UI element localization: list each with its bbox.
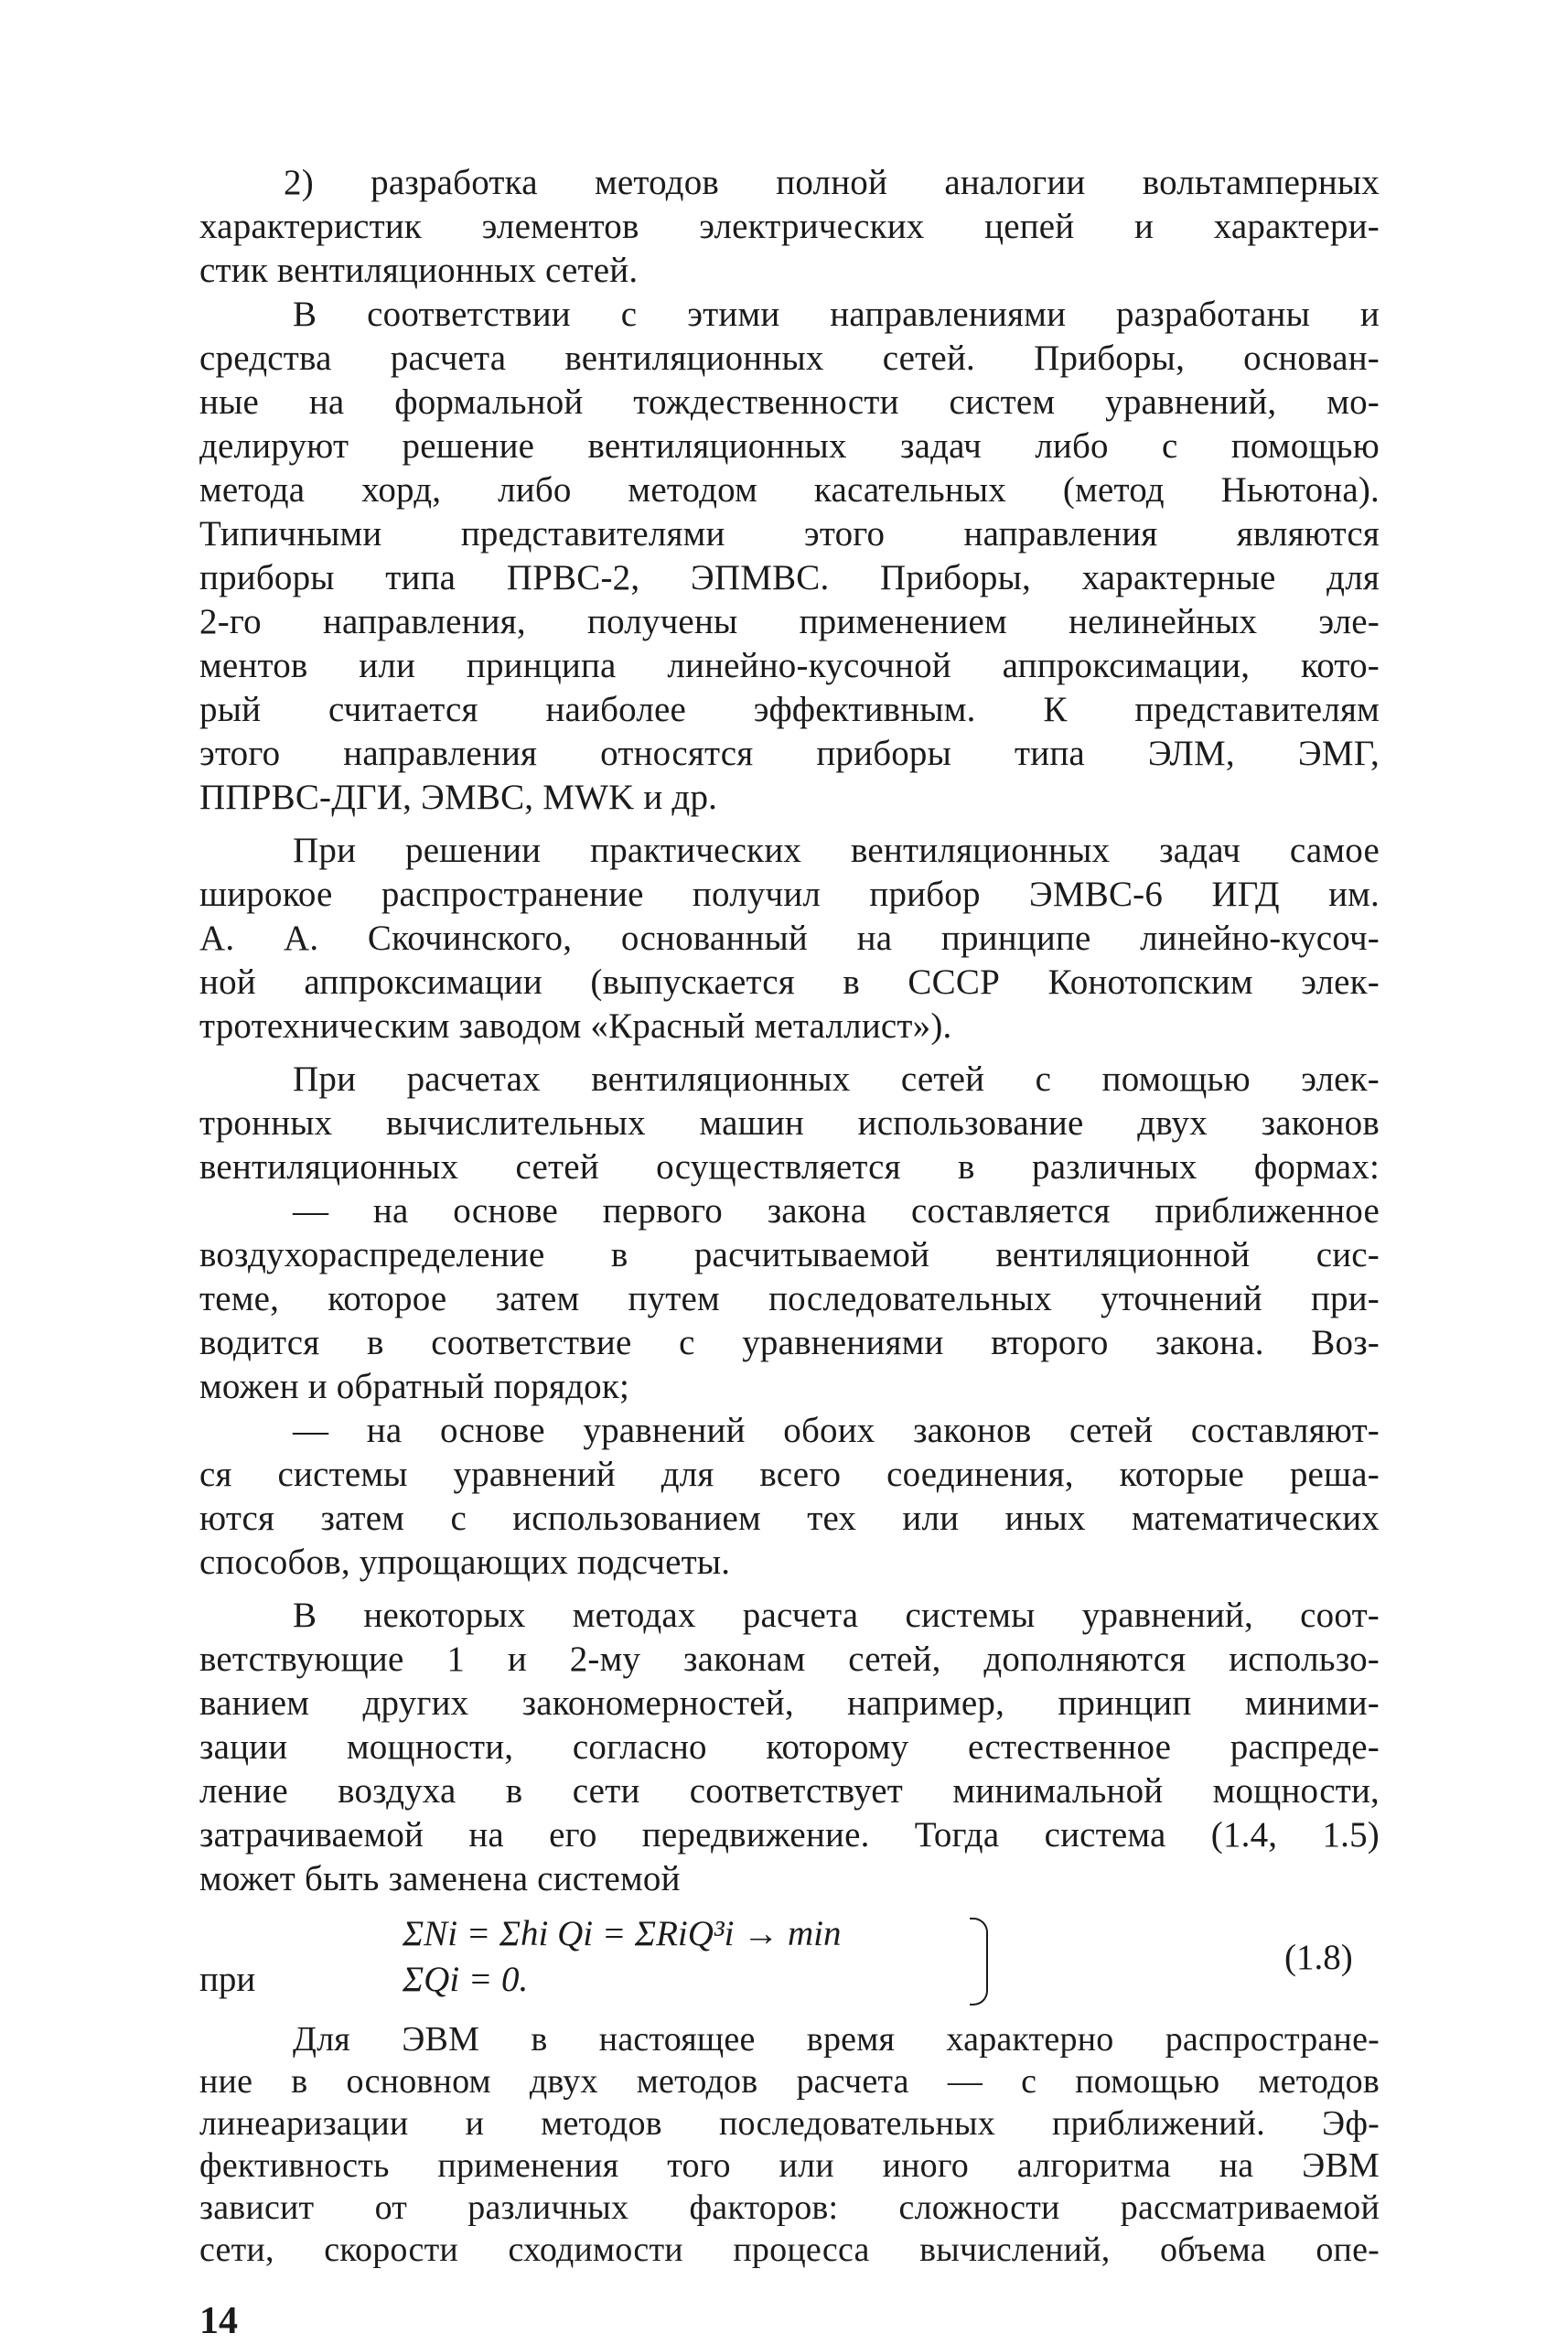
text-line: ются затем с использованием тех или иных математических [199, 1499, 1380, 1538]
text-line: может быть заменена системой [199, 1859, 681, 1898]
text-line: При расчетах вентиляционных сетей с помощью элек- [293, 1059, 1380, 1099]
text-line: Для ЭВМ в настоящее время характерно распростране- [293, 2020, 1380, 2059]
formula-number: (1.8) [1284, 1938, 1353, 1977]
text-line: вентиляционных сетей осуществляется в различных формах: [199, 1147, 1380, 1187]
formula-prefix: при [199, 1960, 256, 1999]
text-line: этого направления относятся приборы типа ЭЛМ, ЭМГ, [199, 734, 1380, 773]
text-line: зации мощности, согласно которому естественное распреде- [199, 1727, 1380, 1767]
text-line: тротехническим заводом «Красный металлист»). [199, 1006, 952, 1046]
text-line: Типичными представителями этого направления являются [199, 514, 1380, 554]
text-line: сети, скорости сходимости процесса вычислений, объема опе- [199, 2231, 1380, 2269]
text-line: затрачиваемой на его передвижение. Тогда система (1.4, 1.5) [199, 1815, 1380, 1855]
text-line: теме, которое затем путем последовательных уточнений при- [199, 1279, 1380, 1318]
text-line: метода хорд, либо методом касательных (метод Ньютона). [199, 470, 1380, 510]
formula-line-2: ΣQi = 0. [403, 1960, 529, 1999]
text-line: В соответствии с этими направлениями разработаны и [293, 295, 1380, 334]
text-line: стик вентиляционных сетей. [199, 251, 639, 290]
text-line: В некоторых методах расчета системы уравнений, соот- [293, 1596, 1380, 1635]
text-line: 2-го направления, получены применением нелинейных эле- [199, 602, 1380, 641]
text-line: 2) разработка методов полной аналогии вольтамперных [284, 163, 1380, 202]
text-line: тронных вычислительных машин использование двух законов [199, 1103, 1380, 1143]
text-line: — на основе первого закона составляется приближенное [293, 1191, 1380, 1231]
text-line: ной аппроксимации (выпускается в СССР Конотопским элек- [199, 962, 1380, 1002]
text-line: ние в основном двух методов расчета — с помощью методов [199, 2062, 1380, 2101]
text-line: ППРВС-ДГИ, ЭМВС, MWK и др. [199, 778, 718, 817]
formula-brace [970, 1918, 988, 2005]
text-line: можен и обратный порядок; [199, 1367, 630, 1406]
text-line: ся системы уравнений для всего соединения, которые реша- [199, 1455, 1380, 1494]
text-line: ветствующие 1 и 2-му законам сетей, дополняются использо- [199, 1640, 1380, 1679]
text-line: ление воздуха в сети соответствует минимальной мощности, [199, 1771, 1380, 1811]
text-line: средства расчета вентиляционных сетей. Приборы, основан- [199, 339, 1380, 378]
text-line: водится в соответствие с уравнениями второго закона. Воз- [199, 1323, 1380, 1362]
text-line: ванием других закономерностей, например, принцип миними- [199, 1683, 1380, 1723]
text-line: — на основе уравнений обоих законов сетей составляют- [293, 1411, 1380, 1450]
formula-line-1: ΣNi = Σhi Qi = ΣRiQ³i → min [403, 1914, 842, 1953]
text-line: делируют решение вентиляционных задач либо с помощью [199, 426, 1380, 466]
page-number: 14 [199, 2300, 238, 2342]
text-line: А. А. Скочинского, основанный на принципе линейно-кусоч- [199, 919, 1380, 958]
text-line: При решении практических вентиляционных задач самое [293, 831, 1380, 870]
text-line: способов, упрощающих подсчеты. [199, 1543, 731, 1582]
text-line: зависит от различных факторов: сложности рассматриваемой [199, 2188, 1380, 2227]
text-line: линеаризации и методов последовательных приближений. Эф- [199, 2104, 1380, 2143]
text-line: фективность применения того или иного алгоритма на ЭВМ [199, 2146, 1380, 2185]
text-line: ментов или принципа линейно-кусочной аппроксимации, кото- [199, 646, 1380, 685]
text-line: приборы типа ПРВС-2, ЭПМВС. Приборы, характерные для [199, 558, 1380, 597]
text-line: ные на формальной тождественности систем уравнений, мо- [199, 382, 1380, 422]
text-line: характеристик элементов электрических цепей и характери- [199, 207, 1380, 246]
text-line: рый считается наиболее эффективным. К представителям [199, 690, 1380, 729]
text-line: воздухораспределение в расчитываемой вентиляционной сис- [199, 1235, 1380, 1274]
text-line: широкое распространение получил прибор ЭМВС-6 ИГД им. [199, 875, 1380, 914]
